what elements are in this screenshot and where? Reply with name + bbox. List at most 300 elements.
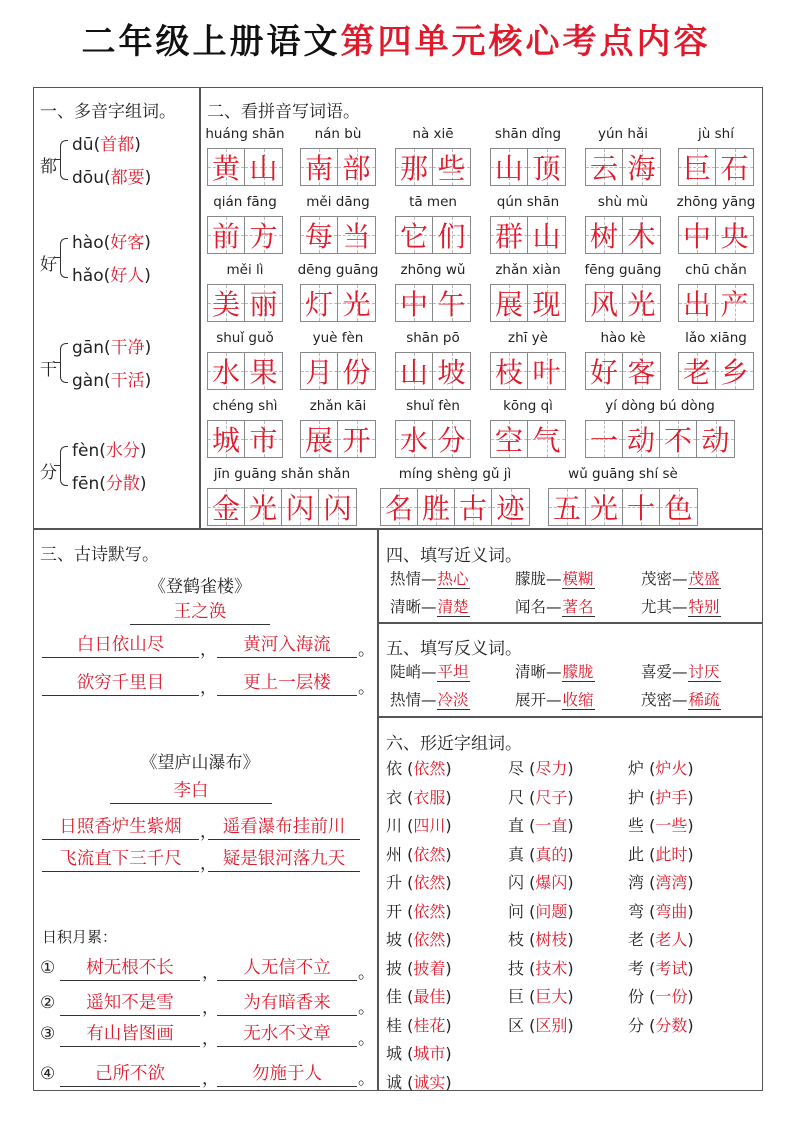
paren-close: ) [687,844,694,864]
paren-close: ) [687,759,694,778]
paren-open: ( [524,759,536,778]
compound-word: 爆闪 [535,873,568,892]
similar-char-item [386,785,452,808]
similar-char-item [386,956,452,979]
answer-char: 展 [304,424,333,457]
paren-close: ) [445,1044,452,1063]
base-char: 尺 [508,787,525,807]
answer-char: 展 [494,288,523,321]
answer-char: 光 [342,288,371,321]
word-pair [390,595,470,617]
section6-heading: 六、形近字组词。 [386,734,522,754]
section2-heading: 二、看拼音写词语。 [207,102,360,122]
similar-char-item [386,813,452,836]
base-char: 坡 [386,930,403,949]
paren-close: ) [567,844,574,864]
rjyl-heading: 日积月累： [42,928,118,946]
reading-pinyin: gān( [72,338,111,358]
pinyin-label: jù shí [698,126,734,142]
paren-open: ( [644,901,656,921]
character-box [585,420,735,458]
paren-open: ( [402,1044,414,1063]
tian-zi-cell [301,285,338,321]
base-char: 诚 [386,1072,403,1092]
answer-char: 云 [589,152,618,185]
character-box [395,284,471,322]
answer-char: 中 [682,220,711,253]
reading-close: ) [144,371,152,391]
answer-char: 海 [627,152,656,185]
polyphone-reading [72,261,151,286]
answer-char: 水 [399,424,428,457]
tian-zi-cell [301,149,338,185]
reading-pinyin: fēn( [72,474,106,494]
comma: ， [200,854,217,874]
given-word: 热情 [390,691,422,709]
saying-part: 树无根不长 [60,956,200,981]
word-pair [641,567,721,589]
tian-zi-cell [433,421,470,457]
poem-line: 欲穷千里目 [42,671,199,696]
base-char: 闪 [508,873,525,892]
character-box [490,352,566,390]
answer-char: 南 [304,152,333,185]
paren-close: ) [445,987,452,1006]
answer-char: 部 [342,152,371,185]
paren-open: ( [644,1015,656,1035]
paren-close: ) [445,759,452,778]
similar-char-item [628,756,694,779]
dash: — [546,691,562,709]
character-box [395,420,471,458]
compound-word: 技术 [535,958,568,978]
answer-char: 客 [627,356,656,389]
comma: ， [202,963,219,983]
reading-pinyin: hǎo( [72,266,111,286]
tian-zi-cell [623,489,660,525]
paren-close: ) [445,787,452,807]
character-box [300,148,376,186]
compound-word: 衣服 [413,787,446,807]
paren-close: ) [687,873,694,892]
answer-char: 叶 [532,356,561,389]
tian-zi-cell [338,353,375,389]
answer-word: 模糊 [562,570,594,588]
answer-char: 央 [720,220,749,253]
word-pair [515,688,595,710]
saying-part: 遥知不是雪 [60,991,200,1016]
reading-word: 首都 [100,135,135,155]
answer-char: 美 [211,288,240,321]
base-char: 披 [386,958,403,978]
answer-char: 一 [589,424,618,457]
answer-char: 顶 [532,152,561,185]
pinyin-label: qián fāng [213,194,277,210]
tian-zi-cell [716,149,753,185]
page-title [0,14,792,63]
tian-zi-cell [697,421,734,457]
compound-word: 依然 [413,844,446,864]
similar-char-item [628,927,694,950]
pinyin-label: yuè fèn [312,330,364,346]
answer-char: 份 [342,356,371,389]
compound-word: 弯曲 [655,901,688,921]
pinyin-label: zhōng wǔ [400,262,466,278]
answer-char: 开 [342,424,371,457]
tian-zi-cell [491,285,528,321]
reading-pinyin: fèn( [72,441,106,461]
tian-zi-cell [208,421,245,457]
answer-char: 黄 [211,152,240,185]
tian-zi-cell [433,353,470,389]
compound-word: 湾湾 [655,873,688,892]
similar-char-item [386,842,452,865]
answer-char: 光 [589,492,618,525]
pinyin-label: měi dāng [306,194,370,210]
poem-line: 日照香炉生紫烟 [42,815,199,840]
tian-zi-cell [528,421,565,457]
similar-char-item [628,813,694,836]
compound-word: 诚实 [413,1072,446,1092]
dash: — [421,598,437,616]
character-box [585,148,661,186]
base-char: 真 [508,844,525,864]
paren-open: ( [524,901,536,921]
section4-heading: 四、填写近义词。 [386,546,522,566]
given-word: 展开 [515,691,547,709]
item-number: ① [40,958,56,978]
word-pair [515,660,595,682]
pinyin-label: huáng shān [205,126,285,142]
character-box [300,216,376,254]
tian-zi-cell [245,217,282,253]
polyphone-item [38,130,198,200]
answer-char: 古 [458,492,487,525]
base-char: 城 [386,1044,403,1063]
similar-char-item [386,927,452,950]
reading-word: 干净 [110,338,145,358]
tian-zi-cell [433,217,470,253]
character-box [585,352,661,390]
tian-zi-cell [396,149,433,185]
base-char: 桂 [386,1015,403,1035]
tian-zi-cell [716,217,753,253]
tian-zi-cell [301,353,338,389]
tian-zi-cell [381,489,418,525]
comma: ， [202,1029,219,1049]
answer-char: 山 [399,356,428,389]
answer-char: 动 [626,424,655,457]
reading-close: ) [139,441,147,461]
paren-close: ) [445,1015,452,1035]
base-char: 技 [508,958,525,978]
given-word: 清晰 [515,663,547,681]
period: 。 [358,1029,375,1049]
similar-char-item [508,842,574,865]
paren-close: ) [687,1015,694,1035]
compound-word: 依然 [413,901,446,921]
tian-zi-cell [528,217,565,253]
answer-char: 市 [249,424,278,457]
paren-open: ( [402,787,414,807]
paren-open: ( [644,844,656,864]
given-word: 朦胧 [515,570,547,588]
divider [378,622,763,624]
answer-char: 每 [304,220,333,253]
compound-word: 尺子 [535,787,568,807]
character-box [207,284,283,322]
polyphone-reading [72,333,151,358]
character-box [585,284,661,322]
dash: — [546,570,562,588]
compound-word: 桂花 [413,1015,446,1035]
answer-char: 名 [384,492,413,525]
paren-close: ) [445,901,452,921]
tian-zi-cell [492,489,529,525]
compound-word: 炉火 [655,759,688,778]
pinyin-label: nán bù [314,126,362,142]
character-box [207,488,357,526]
tian-zi-cell [586,149,623,185]
character-box [395,148,471,186]
reading-word: 干活 [110,371,145,391]
tian-zi-cell [245,353,282,389]
tian-zi-cell [623,285,660,321]
answer-char: 现 [532,288,561,321]
polyphone-char: 都 [40,157,57,177]
answer-char: 那 [399,152,428,185]
similar-char-item [386,1041,452,1064]
base-char: 区 [508,1015,525,1035]
reading-word: 水分 [105,441,140,461]
word-pair [390,567,470,589]
answer-char: 闪 [323,492,352,525]
tian-zi-cell [679,353,716,389]
answer-char: 方 [249,220,278,253]
dash: — [421,691,437,709]
saying-part: 勿施于人 [217,1062,357,1087]
tian-zi-cell [586,217,623,253]
given-word: 热情 [390,570,422,588]
answer-char: 丽 [249,288,278,321]
answer-char: 乡 [720,356,749,389]
pinyin-label: tā men [409,194,457,210]
dash: — [672,570,688,588]
comma: ， [202,998,219,1018]
item-number: ② [40,993,56,1013]
answer-word: 冷淡 [437,691,469,709]
tian-zi-cell [586,285,623,321]
tian-zi-cell [679,149,716,185]
answer-char: 些 [437,152,466,185]
paren-open: ( [644,816,656,835]
tian-zi-cell [338,149,375,185]
word-pair [515,567,595,589]
tian-zi-cell [245,285,282,321]
similar-char-item [386,1013,452,1036]
reading-pinyin: hào( [72,233,111,253]
comma: ， [200,678,217,698]
character-box [490,420,566,458]
pinyin-label: chéng shì [212,398,278,414]
paren-close: ) [687,987,694,1006]
paren-close: ) [687,787,694,807]
answer-char: 光 [627,288,656,321]
period: 。 [358,998,375,1018]
paren-open: ( [644,987,656,1006]
compound-word: 依然 [413,930,446,949]
character-box [395,216,471,254]
polyphone-item [38,436,198,506]
poem-line: 飞流直下三千尺 [42,847,199,872]
paren-open: ( [402,816,414,835]
tian-zi-cell [491,149,528,185]
brace [60,238,68,278]
answer-char: 当 [342,220,371,253]
poem-line: 白日依山尽 [42,633,199,658]
paren-open: ( [524,930,536,949]
paren-close: ) [567,816,574,835]
character-box [678,352,754,390]
tian-zi-cell [396,421,433,457]
answer-char: 色 [664,492,693,525]
poem-line: 黄河入海流 [217,633,357,658]
tian-zi-cell [679,217,716,253]
answer-word: 朦胧 [562,663,594,681]
answer-char: 树 [589,220,618,253]
tian-zi-cell [208,353,245,389]
answer-char: 们 [437,220,466,253]
paren-open: ( [402,1015,414,1035]
answer-char: 金 [211,492,240,525]
similar-char-item [628,956,694,979]
compound-word: 一份 [655,987,688,1006]
period: 。 [358,678,375,698]
base-char: 枝 [508,930,525,949]
period: 。 [358,640,375,660]
answer-char: 群 [494,220,523,253]
answer-char: 石 [720,152,749,185]
compound-word: 一直 [535,816,568,835]
tian-zi-cell [245,489,282,525]
word-pair [390,660,470,682]
pinyin-label: lǎo xiāng [685,330,747,346]
divider [34,528,763,530]
similar-char-item [508,984,574,1007]
pinyin-label: yún hǎi [598,126,648,142]
character-box [548,488,698,526]
character-box [678,284,754,322]
base-char: 湾 [628,873,645,892]
tian-zi-cell [282,489,319,525]
tian-zi-cell [455,489,492,525]
reading-close: ) [134,135,141,155]
tian-zi-cell [586,353,623,389]
character-box [678,216,754,254]
compound-word: 依然 [413,759,446,778]
compound-word: 巨大 [535,987,568,1006]
pinyin-label: zhǎn xiàn [495,262,561,278]
paren-close: ) [567,958,574,978]
similar-char-item [508,956,574,979]
tian-zi-cell [491,353,528,389]
answer-char: 中 [399,288,428,321]
base-char: 分 [628,1015,645,1035]
paren-close: ) [445,930,452,949]
answer-char: 水 [211,356,240,389]
tian-zi-cell [660,421,697,457]
pinyin-label: dēng guāng [297,262,379,278]
tian-zi-cell [623,217,660,253]
character-box [207,420,283,458]
paren-open: ( [402,930,414,949]
pinyin-label: zhōng yāng [676,194,756,210]
reading-close: ) [144,233,151,253]
answer-char: 胜 [421,492,450,525]
title-part2: 第四单元核心考点内容 [340,22,711,62]
answer-char: 闪 [285,492,314,525]
pinyin-label: shù mù [597,194,649,210]
given-word: 尤其 [641,598,673,616]
saying-part: 人无信不立 [217,956,357,981]
polyphone-reading [72,436,147,461]
tian-zi-cell [208,489,245,525]
base-char: 弯 [628,901,645,921]
title-part1: 二年级上册语文 [81,22,341,62]
section1-heading: 一、多音字组词。 [40,102,176,122]
tian-zi-cell [433,285,470,321]
paren-open: ( [524,1015,536,1035]
similar-char-item [386,1070,452,1093]
compound-word: 四川 [413,816,446,835]
answer-char: 老 [682,356,711,389]
tian-zi-cell [245,149,282,185]
reading-close: ) [144,168,152,188]
tian-zi-cell [396,285,433,321]
poem1-author: 王之涣 [130,600,270,625]
paren-open: ( [644,958,656,978]
answer-char: 光 [248,492,277,525]
paren-close: ) [445,873,452,892]
base-char: 护 [628,787,645,807]
reading-close: ) [144,266,151,286]
base-char: 衣 [386,787,403,807]
paren-close: ) [687,958,694,978]
pinyin-label: wǔ guāng shí sè [568,466,678,482]
base-char: 川 [386,816,403,835]
answer-word: 特别 [688,598,720,616]
given-word: 喜爱 [641,663,673,681]
pinyin-label: shān pō [406,330,460,346]
polyphone-reading [72,228,151,253]
polyphone-item [38,333,198,403]
compound-word: 真的 [535,844,568,864]
answer-char: 风 [589,288,618,321]
similar-char-item [508,756,574,779]
similar-char-item [628,1013,694,1036]
paren-open: ( [524,958,536,978]
character-box [207,216,283,254]
compound-word: 树枝 [535,930,568,949]
polyphone-item [38,228,198,298]
base-char: 老 [628,930,645,949]
answer-char: 产 [720,288,749,321]
dash: — [421,570,437,588]
saying-part: 有山皆图画 [60,1022,200,1047]
answer-word: 稀疏 [688,691,720,709]
answer-char: 山 [249,152,278,185]
similar-char-item [508,813,574,836]
